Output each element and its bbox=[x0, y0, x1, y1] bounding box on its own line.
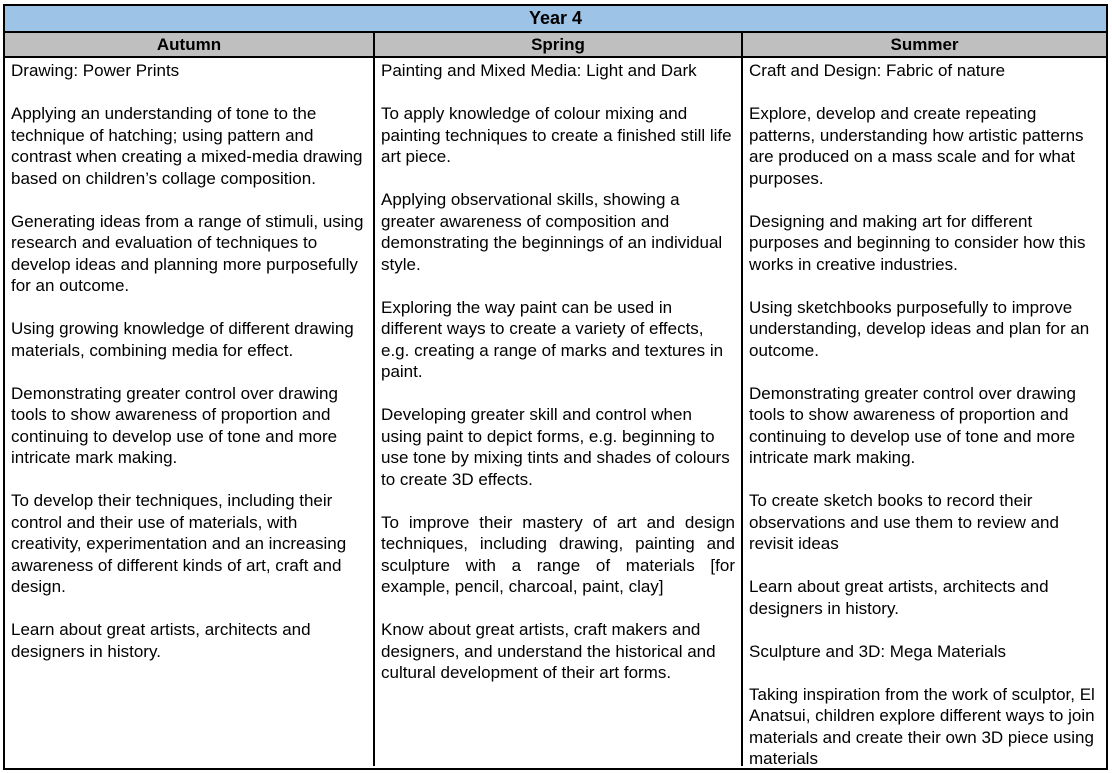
spring-objective: Developing greater skill and control when using paint to depict forms, e.g. beginning to use tone by mixing tints and shades of colours to create 3D effects. bbox=[381, 405, 730, 489]
summer-objective: To create sketch books to record their observations and use them to review and revisit ideas bbox=[749, 491, 1059, 553]
spring-objective: Know about great artists, craft makers and designers, and understand the historical and cultural development of their art forms. bbox=[381, 620, 716, 682]
summer-cell bbox=[743, 58, 1106, 766]
header-autumn: Autumn bbox=[5, 33, 375, 56]
autumn-objective: Applying an understanding of tone to the technique of hatching; using pattern and contrast when creating a mixed-media drawing based on children’s collage composition. bbox=[11, 104, 363, 188]
content-row bbox=[5, 58, 1106, 766]
spring-objective: Applying observational skills, showing a greater awareness of composition and demonstrating the beginnings of an individual style. bbox=[381, 190, 723, 274]
spring-objective: Exploring the way paint can be used in different ways to create a variety of effects, e.g. creating a range of marks and textures in paint. bbox=[381, 297, 724, 381]
autumn-objective: Learn about great artists, architects and designers in history. bbox=[11, 620, 311, 661]
table-title: Year 4 bbox=[5, 6, 1106, 33]
summer-objective: Learn about great artists, architects and designers in history. bbox=[749, 577, 1049, 618]
summer-objective: Using sketchbooks purposefully to improve understanding, develop ideas and plan for an outcome. bbox=[749, 297, 1090, 360]
summer-objective: Designing and making art for different purposes and beginning to consider how this works in creative industries. bbox=[749, 211, 1086, 274]
summer-unit-title: Craft and Design: Fabric of nature bbox=[749, 61, 1006, 80]
summer-objective: Demonstrating greater control over drawing tools to show awareness of proportion and continuing to develop use of tone and more intricate mark making. bbox=[749, 383, 1076, 467]
curriculum-table bbox=[3, 4, 1108, 770]
spring-objective: To apply knowledge of colour mixing and painting techniques to create a finished still life art piece. bbox=[381, 104, 732, 166]
spring-objective: To improve their mastery of art and design techniques, including drawing, painting and sculpture with a range of materials [for example, pencil, charcoal, paint, clay] bbox=[381, 512, 735, 596]
autumn-objective: Using growing knowledge of different drawing materials, combining media for effect. bbox=[11, 319, 354, 360]
spring-unit-title: Painting and Mixed Media: Light and Dark bbox=[381, 61, 697, 80]
autumn-objective: Generating ideas from a range of stimuli, using research and evaluation of techniques to develop ideas and planning more purposefully for an outcome. bbox=[11, 211, 364, 295]
summer-objective: Taking inspiration from the work of sculptor, El Anatsui, children explore different ways to join materials and create their own 3D piece using materials bbox=[749, 684, 1095, 766]
header-row bbox=[5, 33, 1106, 58]
summer-objective: Explore, develop and create repeating patterns, understanding how artistic patterns are produced on a mass scale and for what purposes. bbox=[749, 104, 1084, 188]
autumn-objective: Demonstrating greater control over drawing tools to show awareness of proportion and continuing to develop use of tone and more intricate mark making. bbox=[11, 383, 338, 467]
autumn-unit-title: Drawing: Power Prints bbox=[11, 61, 180, 80]
autumn-objective: To develop their techniques, including their control and their use of materials, with creativity, experimentation and an increasing awareness of different kinds of art, craft and design. bbox=[11, 491, 347, 596]
summer-unit-title-2: Sculpture and 3D: Mega Materials bbox=[749, 641, 1007, 661]
header-summer: Summer bbox=[890, 34, 959, 54]
autumn-cell bbox=[5, 58, 375, 766]
spring-cell bbox=[375, 58, 743, 766]
header-spring: Spring bbox=[375, 33, 743, 56]
